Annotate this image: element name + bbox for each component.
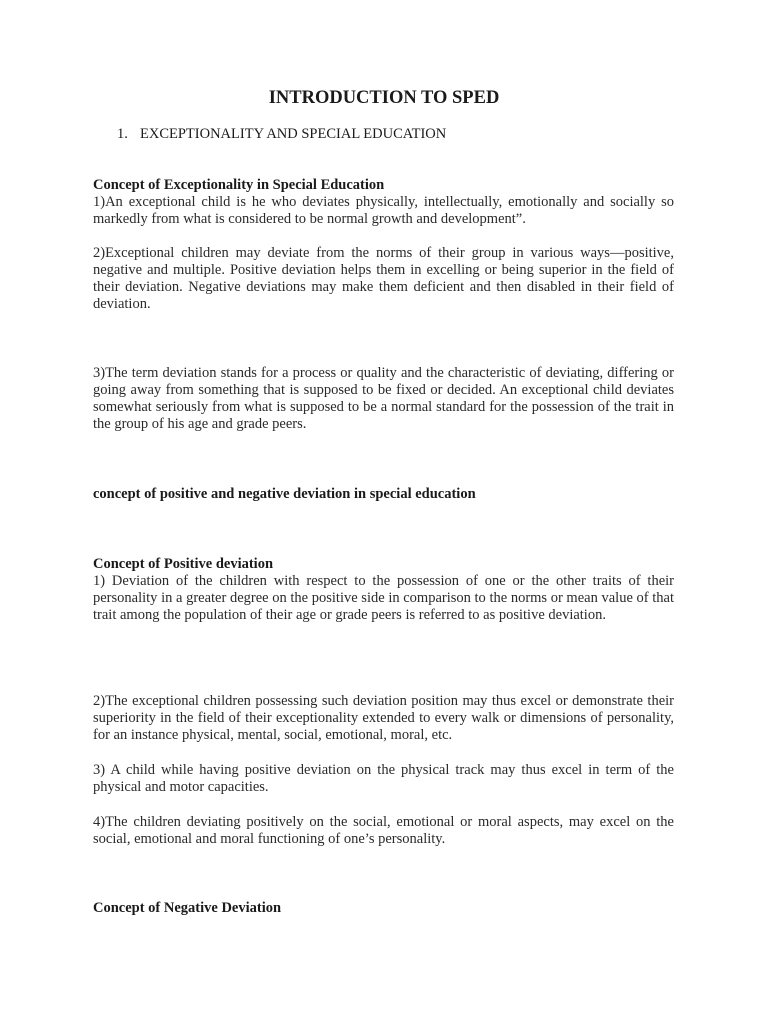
section-exceptionality-p2-block — [93, 245, 674, 313]
section-positive-p2-block — [93, 693, 674, 744]
section-deviation-concept — [93, 486, 674, 503]
section-positive-p4-block — [93, 814, 674, 848]
paragraph-positive-2: 2)The exceptional children possessing such deviation position may thus excel or demonstrate their superiority in the field of their exceptionality extended to every walk or dimensions of personality, for an instance physical, mental, social, emotional, moral, etc. — [93, 693, 674, 743]
section-heading-exceptionality: Concept of Exceptionality in Special Education — [93, 177, 385, 193]
section-heading-negative-deviation: Concept of Negative Deviation — [93, 900, 282, 916]
paragraph-positive-1: 1) Deviation of the children with respect to the possession of one or the other traits of their personality in a greater degree on the positive side in comparison to the norms or mean value of that trait among the population of their age or grade peers is referred to as positive deviation. — [93, 573, 674, 623]
paragraph-exceptionality-1: 1)An exceptional child is he who deviates physically, intellectually, emotionally and socially so markedly from what is considered to be normal growth and development”. — [93, 194, 674, 227]
section-exceptionality — [93, 177, 674, 228]
section-negative-deviation — [93, 900, 674, 917]
section-heading-deviation: concept of positive and negative deviation in special education — [93, 486, 476, 502]
paragraph-positive-3: 3) A child while having positive deviation on the physical track may thus excel in term of the physical and motor capacities. — [93, 762, 674, 795]
list-item-text: EXCEPTIONALITY AND SPECIAL EDUCATION — [140, 126, 447, 142]
paragraph-exceptionality-3: 3)The term deviation stands for a process or quality and the characteristic of deviating, differing or going away from something that is supposed to be fixed or decided. An exceptional child deviates somewhat seriously from what is supposed to be a normal standard for the possession of the trait in the group of his age and grade peers. — [93, 365, 674, 432]
section-positive-p3-block — [93, 762, 674, 796]
paragraph-exceptionality-2: 2)Exceptional children may deviate from the norms of their group in various ways—positive, negative and multiple. Positive deviation helps them in excelling or being superior in the field of their deviation. Negative deviations may make them deficient and then disabled in their field of deviation. — [93, 245, 674, 312]
numbered-list-item — [117, 126, 446, 143]
section-exceptionality-p3-block — [93, 365, 674, 433]
section-heading-positive-deviation: Concept of Positive deviation — [93, 556, 274, 572]
page-title: INTRODUCTION TO SPED — [268, 88, 500, 108]
paragraph-positive-4: 4)The children deviating positively on the social, emotional or moral aspects, may excel on the social, emotional and moral functioning of one’s personality. — [93, 814, 674, 847]
list-item-number: 1. — [117, 126, 128, 142]
section-positive-deviation — [93, 556, 674, 624]
